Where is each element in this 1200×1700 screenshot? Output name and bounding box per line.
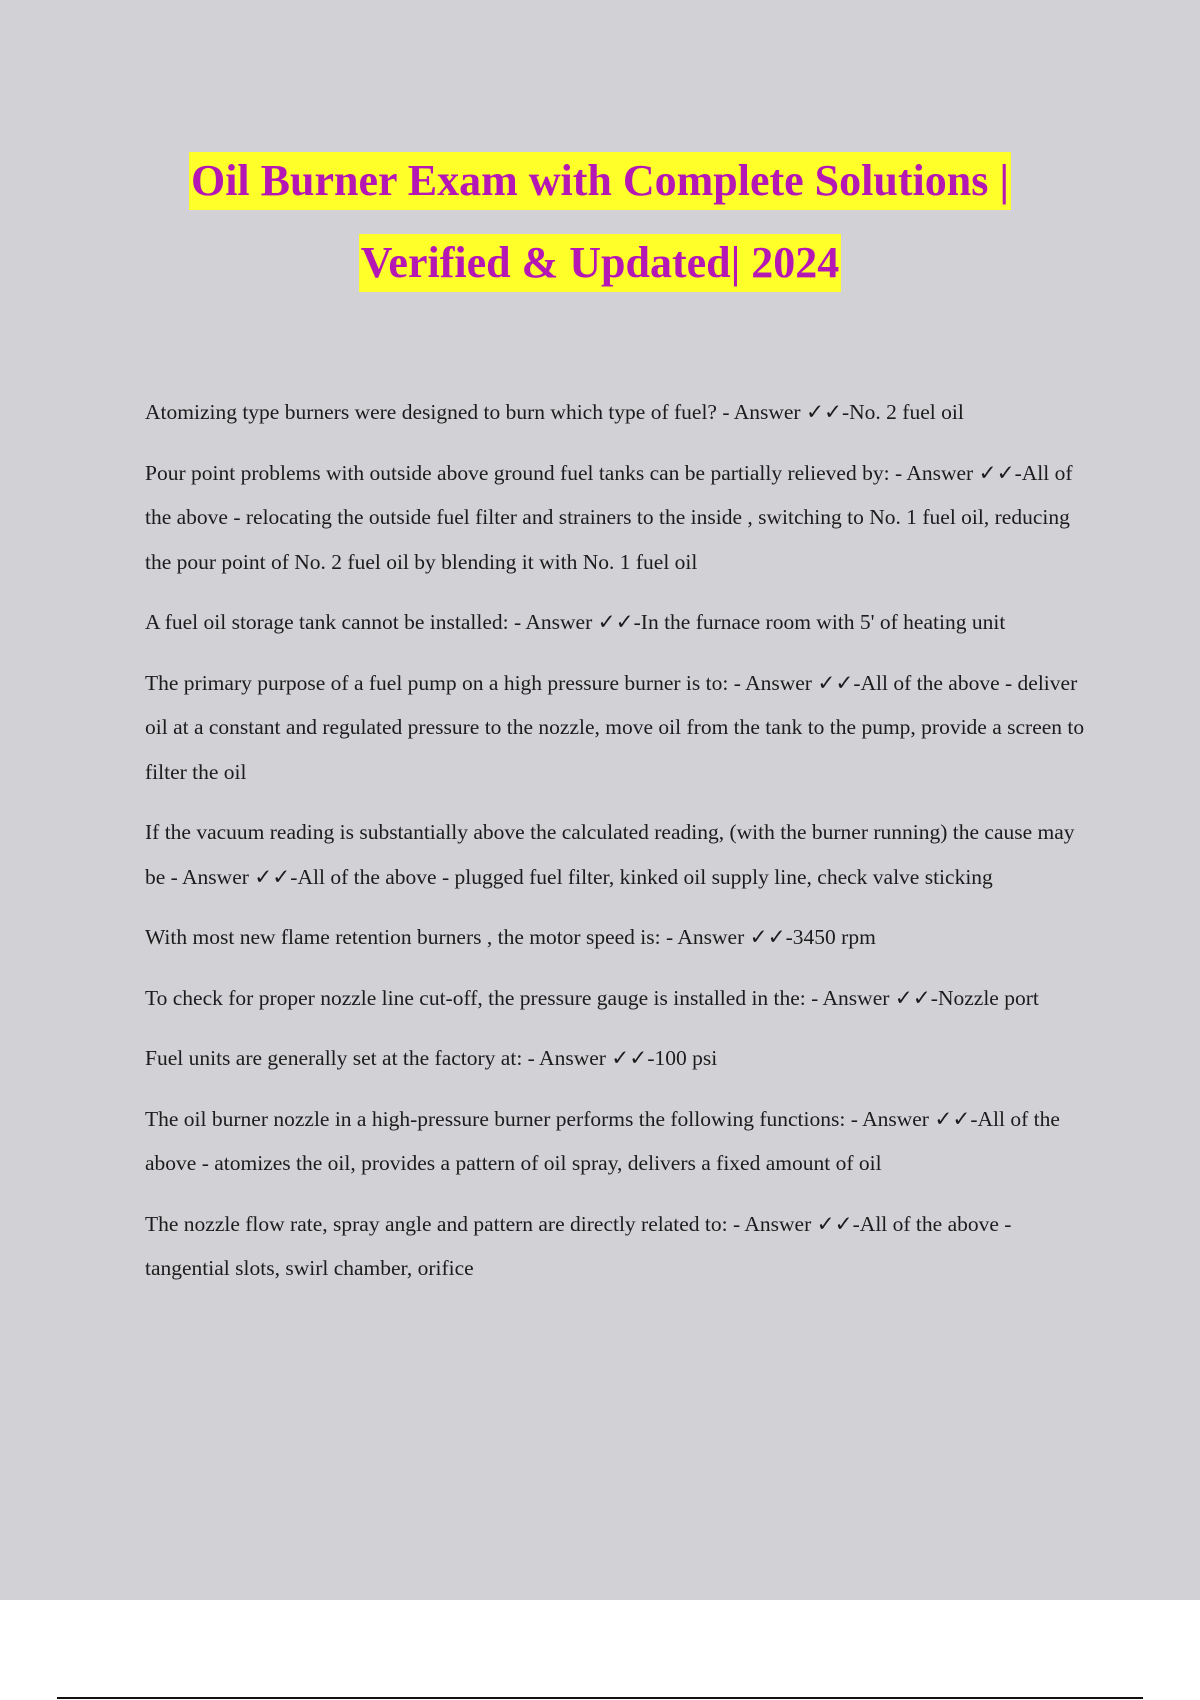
answer-label: Answer (182, 864, 249, 889)
qa-item (145, 1097, 1090, 1186)
answer-label: Answer (745, 670, 812, 695)
answer-label: Answer (822, 985, 890, 1010)
question-text: To check for proper nozzle line cut-off, the pressure gauge is installed in the: - (145, 985, 819, 1010)
question-text: A fuel oil storage tank cannot be installed: - (145, 610, 522, 634)
title-line-2: Verified & Updated| 2024 (359, 234, 842, 292)
qa-item (145, 600, 1090, 645)
answer-label: Answer (677, 925, 745, 949)
answer-text: ✓✓-All of the above - relocating the outside fuel filter and strainers to the inside , switching to No. 1 fuel oil, reducing the pour point of No. 2 fuel oil by blending it with No. 1 fuel oil (145, 460, 1073, 574)
answer-label: Answer (525, 610, 593, 634)
qa-item (145, 390, 1090, 435)
answer-text: ✓✓-All of the above - tangential slots, swirl chamber, orifice (145, 1211, 1012, 1280)
answer-label: Answer (744, 1211, 812, 1236)
question-text: If the vacuum reading is substantially above the calculated reading, (with the burner running) the cause may be - (145, 820, 1075, 889)
page-gap (0, 1600, 1200, 1700)
qa-item (145, 1036, 1090, 1081)
qa-item (145, 661, 1090, 795)
answer-text: ✓✓-All of the above - deliver oil at a constant and regulated pressure to the nozzle, move oil from the tank to the pump, provide a screen to filter the oil (145, 670, 1085, 784)
document-title (0, 140, 1200, 304)
answer-text: ✓✓-3450 rpm (749, 925, 876, 949)
answer-text: ✓✓-100 psi (611, 1046, 718, 1070)
question-text: The oil burner nozzle in a high-pressure burner performs the following functions: - (145, 1106, 858, 1131)
answer-text: ✓✓-All of the above - plugged fuel filter, kinked oil supply line, check valve sticking (254, 864, 993, 889)
answer-label: Answer (539, 1046, 606, 1070)
qa-item (145, 451, 1090, 585)
question-text: The primary purpose of a fuel pump on a high pressure burner is to: - (145, 670, 741, 695)
answer-text: ✓✓-In the furnace room with 5' of heating unit (597, 610, 1006, 634)
question-text: The nozzle flow rate, spray angle and pattern are directly related to: - (145, 1211, 741, 1236)
question-text: Pour point problems with outside above ground fuel tanks can be partially relieved by: - (145, 460, 903, 485)
answer-text: ✓✓-Nozzle port (894, 985, 1039, 1010)
horizontal-rule (57, 1697, 1143, 1699)
qa-item (145, 810, 1090, 899)
question-text: With most new flame retention burners , the motor speed is: - (145, 925, 674, 949)
title-line-1: Oil Burner Exam with Complete Solutions | (189, 152, 1011, 210)
question-text: Atomizing type burners were designed to burn which type of fuel? - (145, 400, 730, 424)
qa-item (145, 915, 1090, 960)
question-text: Fuel units are generally set at the factory at: - (145, 1046, 535, 1070)
answer-text: ✓✓-No. 2 fuel oil (805, 400, 964, 424)
qa-list (145, 390, 1090, 1307)
qa-item (145, 976, 1090, 1021)
answer-text: ✓✓-All of the above - atomizes the oil, provides a pattern of oil spray, delivers a fixed amount of oil (145, 1106, 1060, 1175)
answer-label: Answer (862, 1106, 929, 1131)
answer-label: Answer (733, 400, 801, 424)
qa-item (145, 1202, 1090, 1291)
answer-label: Answer (906, 460, 974, 485)
